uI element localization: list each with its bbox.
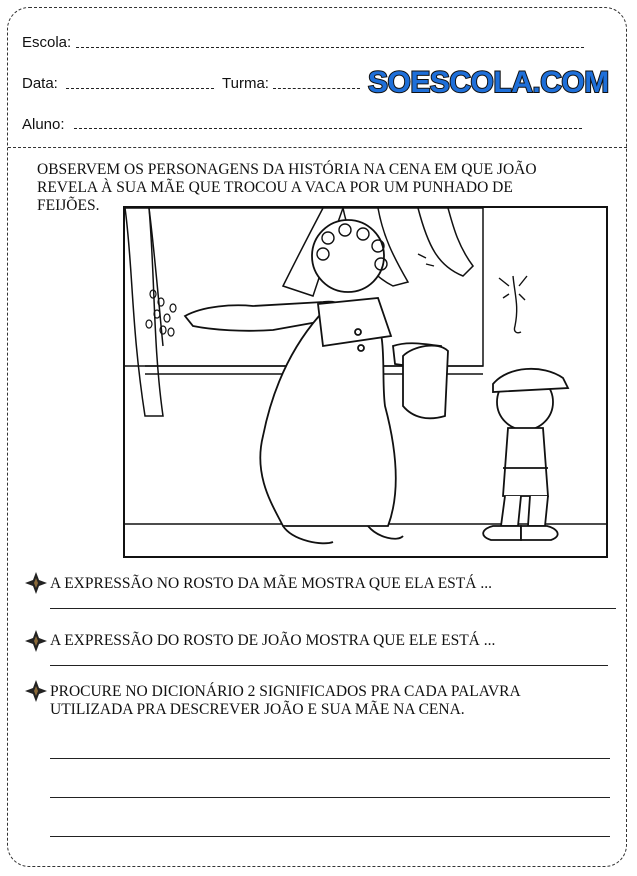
escola-field[interactable]: [76, 47, 584, 48]
aluno-field[interactable]: [74, 128, 582, 129]
answer-line-5[interactable]: [50, 836, 610, 837]
header-divider: [8, 147, 627, 148]
question-1: A EXPRESSÃO NO ROSTO DA MÃE MOSTRA QUE ELA ESTÁ ...: [50, 575, 492, 592]
escola-label: Escola:: [22, 34, 72, 51]
question-3-line-2: UTILIZADA PRA DESCREVER JOÃO E SUA MÃE NA CENA.: [50, 701, 465, 718]
question-3: [50, 683, 610, 719]
question-2: A EXPRESSÃO DO ROSTO DE JOÃO MOSTRA QUE ELE ESTÁ ...: [50, 632, 496, 649]
answer-line-1[interactable]: [50, 608, 616, 609]
story-illustration: [123, 206, 608, 558]
data-label: Data:: [22, 75, 58, 92]
turma-field[interactable]: [273, 88, 360, 89]
answer-line-3[interactable]: [50, 758, 610, 759]
answer-line-4[interactable]: [50, 797, 610, 798]
aluno-label: Aluno:: [22, 116, 65, 133]
turma-label: Turma:: [222, 75, 269, 92]
diamond-star-icon: [24, 571, 48, 595]
intro-line-2: REVELA À SUA MÃE QUE TROCOU A VACA POR UM PUNHADO DE: [37, 179, 513, 196]
intro-line-1: OBSERVEM OS PERSONAGENS DA HISTÓRIA NA CENA EM QUE JOÃO: [37, 161, 537, 178]
intro-line-3: FEIJÕES.: [37, 197, 100, 214]
soescola-logo: [364, 62, 609, 100]
question-3-line-1: PROCURE NO DICIONÁRIO 2 SIGNIFICADOS PRA CADA PALAVRA: [50, 683, 521, 700]
answer-line-2[interactable]: [50, 665, 608, 666]
diamond-star-icon: [24, 629, 48, 653]
logo-text: SOESCOLA.COM: [368, 66, 609, 99]
diamond-star-icon: [24, 679, 48, 703]
data-field[interactable]: [66, 88, 214, 89]
